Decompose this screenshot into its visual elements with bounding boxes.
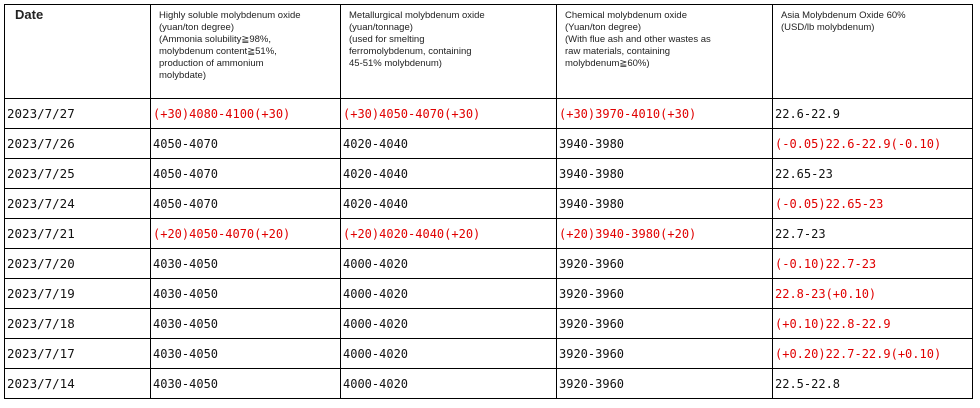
table-row bbox=[5, 279, 973, 309]
chemical-price-cell: 3920-3960 bbox=[557, 339, 773, 369]
metallurgical-price-cell: 4020-4040 bbox=[341, 189, 557, 219]
date-cell: 2023/7/26 bbox=[5, 129, 151, 159]
asia-price-cell: (+0.10)22.8-22.9 bbox=[773, 309, 973, 339]
header-line: (With flue ash and other wastes as bbox=[565, 34, 711, 45]
metallurgical-price-cell: 4000-4020 bbox=[341, 249, 557, 279]
header-line: raw materials, containing bbox=[565, 46, 671, 57]
highly-soluble-price-cell: 4030-4050 bbox=[151, 309, 341, 339]
highly-soluble-price-cell: 4030-4050 bbox=[151, 279, 341, 309]
table-row bbox=[5, 129, 973, 159]
header-line: (USD/lb molybdenum) bbox=[781, 22, 875, 33]
header-line: Metallurgical molybdenum oxide bbox=[349, 10, 485, 21]
header-metallurgical-molybdenum-oxide bbox=[341, 5, 557, 99]
date-cell: 2023/7/19 bbox=[5, 279, 151, 309]
date-cell: 2023/7/18 bbox=[5, 309, 151, 339]
metallurgical-price-cell: 4020-4040 bbox=[341, 129, 557, 159]
table-row bbox=[5, 369, 973, 399]
asia-price-cell: 22.6-22.9 bbox=[773, 99, 973, 129]
date-cell: 2023/7/17 bbox=[5, 339, 151, 369]
table-row bbox=[5, 249, 973, 279]
header-line: (used for smelting bbox=[349, 34, 425, 45]
header-line: Highly soluble molybdenum oxide bbox=[159, 10, 301, 21]
highly-soluble-price-cell: 4050-4070 bbox=[151, 159, 341, 189]
chemical-price-cell: 3940-3980 bbox=[557, 189, 773, 219]
header-line: ferromolybdenum, containing bbox=[349, 46, 472, 57]
header-asia-molybdenum-oxide bbox=[773, 5, 973, 99]
header-line: molybdate) bbox=[159, 70, 206, 81]
metallurgical-price-cell: 4020-4040 bbox=[341, 159, 557, 189]
metallurgical-price-cell: 4000-4020 bbox=[341, 279, 557, 309]
chemical-price-cell: (+30)3970-4010(+30) bbox=[557, 99, 773, 129]
metallurgical-price-cell: 4000-4020 bbox=[341, 309, 557, 339]
date-cell: 2023/7/27 bbox=[5, 99, 151, 129]
asia-price-cell: 22.5-22.8 bbox=[773, 369, 973, 399]
highly-soluble-price-cell: 4030-4050 bbox=[151, 339, 341, 369]
metallurgical-price-cell: (+20)4020-4040(+20) bbox=[341, 219, 557, 249]
table-row bbox=[5, 189, 973, 219]
highly-soluble-price-cell: (+20)4050-4070(+20) bbox=[151, 219, 341, 249]
table-row bbox=[5, 339, 973, 369]
header-line: Asia Molybdenum Oxide 60% bbox=[781, 10, 906, 21]
date-cell: 2023/7/24 bbox=[5, 189, 151, 219]
asia-price-cell: (-0.10)22.7-23 bbox=[773, 249, 973, 279]
asia-price-cell: 22.8-23(+0.10) bbox=[773, 279, 973, 309]
header-highly-soluble-molybdenum-oxide bbox=[151, 5, 341, 99]
header-line: 45-51% molybdenum) bbox=[349, 58, 442, 69]
metallurgical-price-cell: (+30)4050-4070(+30) bbox=[341, 99, 557, 129]
date-cell: 2023/7/21 bbox=[5, 219, 151, 249]
highly-soluble-price-cell: 4030-4050 bbox=[151, 249, 341, 279]
chemical-price-cell: (+20)3940-3980(+20) bbox=[557, 219, 773, 249]
date-cell: 2023/7/25 bbox=[5, 159, 151, 189]
date-cell: 2023/7/14 bbox=[5, 369, 151, 399]
header-date: Date bbox=[5, 5, 151, 99]
highly-soluble-price-cell: 4050-4070 bbox=[151, 129, 341, 159]
header-line: production of ammonium bbox=[159, 58, 264, 69]
molybdenum-oxide-price-table bbox=[4, 4, 973, 399]
header-row bbox=[5, 5, 973, 99]
chemical-price-cell: 3920-3960 bbox=[557, 279, 773, 309]
chemical-price-cell: 3920-3960 bbox=[557, 369, 773, 399]
chemical-price-cell: 3920-3960 bbox=[557, 309, 773, 339]
asia-price-cell: (+0.20)22.7-22.9(+0.10) bbox=[773, 339, 973, 369]
asia-price-cell: (-0.05)22.6-22.9(-0.10) bbox=[773, 129, 973, 159]
table-row bbox=[5, 99, 973, 129]
table-row bbox=[5, 309, 973, 339]
chemical-price-cell: 3940-3980 bbox=[557, 129, 773, 159]
header-line: (Ammonia solubility≧98%, bbox=[159, 34, 271, 45]
header-line: molybdenum≧60%) bbox=[565, 58, 650, 69]
date-cell: 2023/7/20 bbox=[5, 249, 151, 279]
metallurgical-price-cell: 4000-4020 bbox=[341, 339, 557, 369]
table-row bbox=[5, 159, 973, 189]
asia-price-cell: 22.7-23 bbox=[773, 219, 973, 249]
chemical-price-cell: 3940-3980 bbox=[557, 159, 773, 189]
header-line: (yuan/ton degree) bbox=[159, 22, 234, 33]
header-line: (yuan/tonnage) bbox=[349, 22, 413, 33]
price-table-container bbox=[4, 4, 973, 399]
highly-soluble-price-cell: 4030-4050 bbox=[151, 369, 341, 399]
metallurgical-price-cell: 4000-4020 bbox=[341, 369, 557, 399]
header-line: Chemical molybdenum oxide bbox=[565, 10, 687, 21]
header-chemical-molybdenum-oxide bbox=[557, 5, 773, 99]
chemical-price-cell: 3920-3960 bbox=[557, 249, 773, 279]
header-line: (Yuan/ton degree) bbox=[565, 22, 642, 33]
table-row bbox=[5, 219, 973, 249]
header-line: molybdenum content≧51%, bbox=[159, 46, 277, 57]
highly-soluble-price-cell: (+30)4080-4100(+30) bbox=[151, 99, 341, 129]
highly-soluble-price-cell: 4050-4070 bbox=[151, 189, 341, 219]
asia-price-cell: 22.65-23 bbox=[773, 159, 973, 189]
asia-price-cell: (-0.05)22.65-23 bbox=[773, 189, 973, 219]
